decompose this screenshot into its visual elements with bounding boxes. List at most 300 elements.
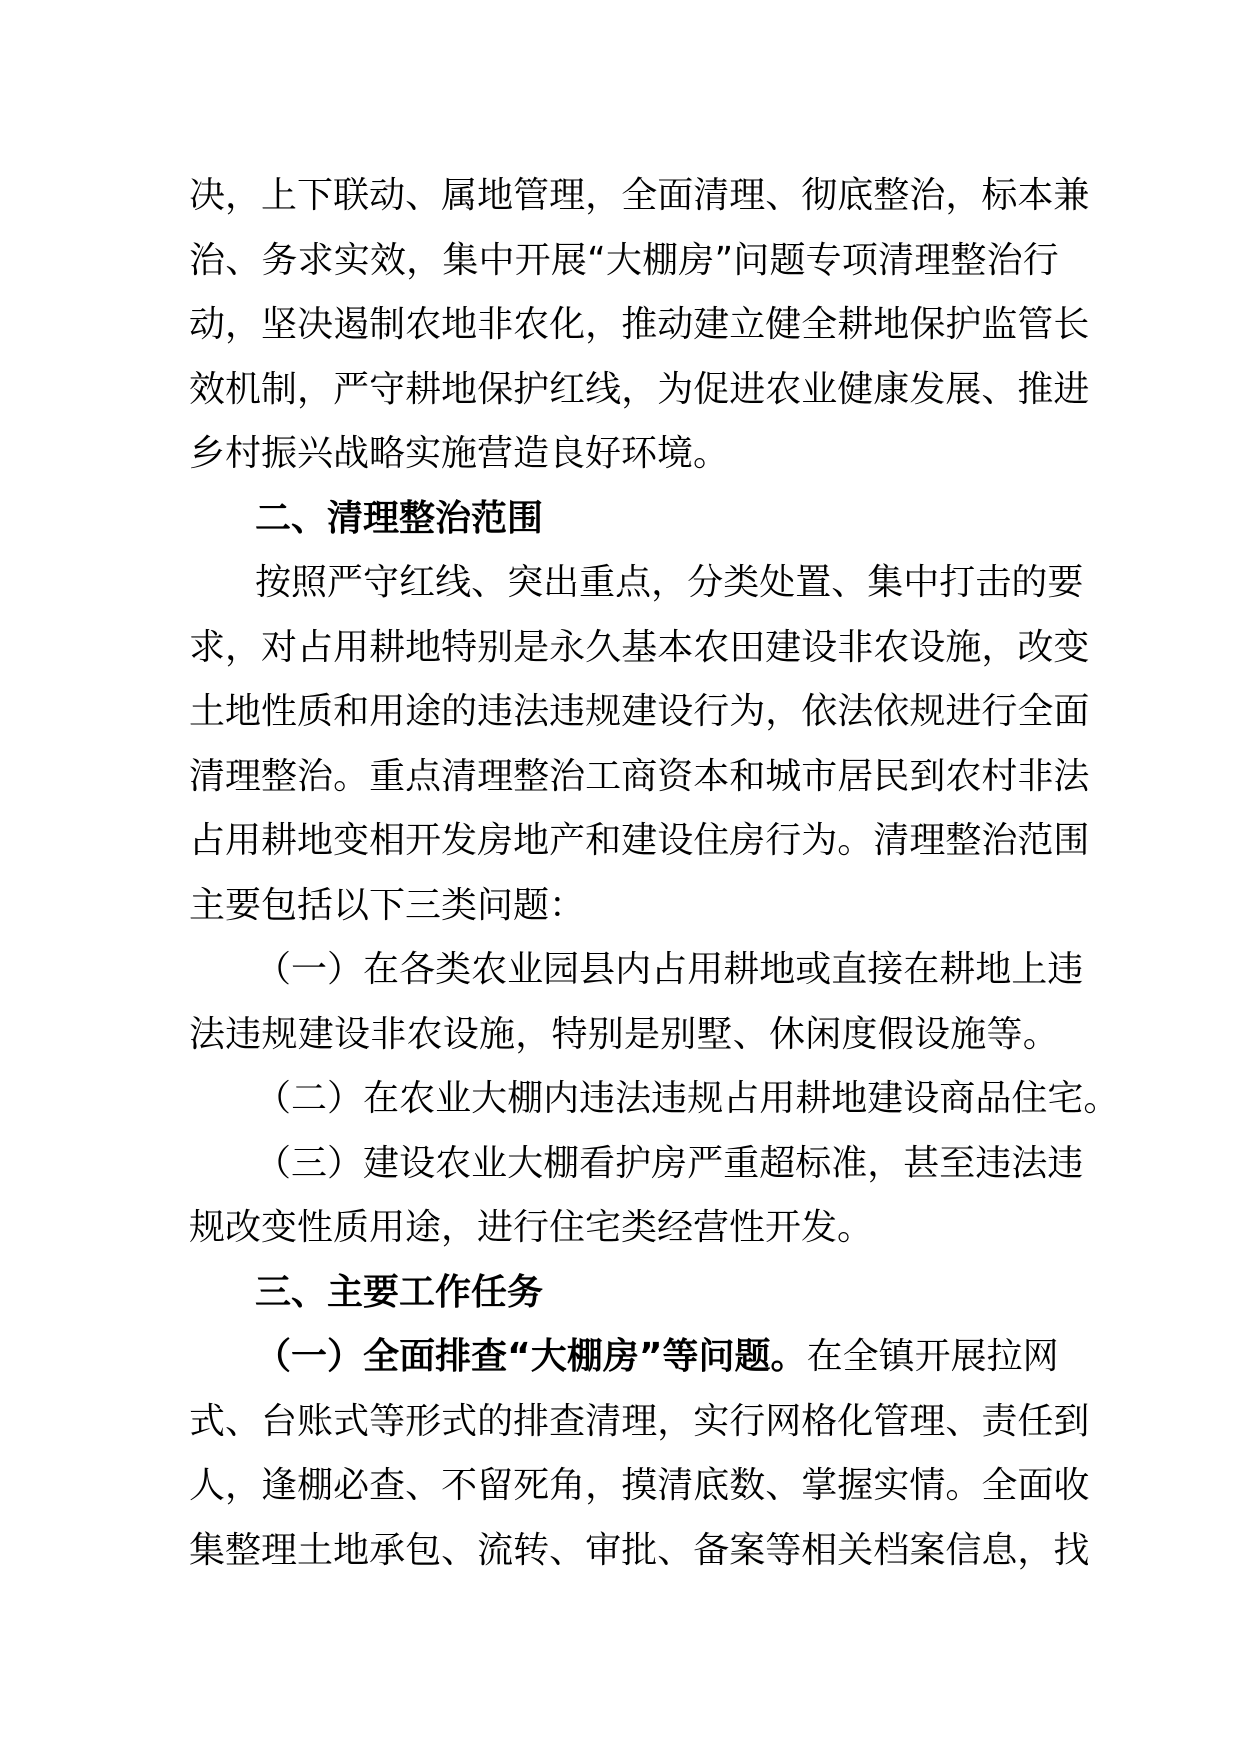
char: 式 <box>333 1400 370 1442</box>
char: 、 <box>549 1529 586 1571</box>
char: 耕 <box>261 820 298 861</box>
char: 、 <box>405 175 442 216</box>
char: 至 <box>939 1142 976 1184</box>
char: 接 <box>867 949 904 990</box>
char: 建 <box>765 626 802 668</box>
char: 住 <box>1011 1078 1048 1119</box>
char: 项 <box>841 239 878 281</box>
char: 农 <box>873 626 910 668</box>
char: 内 <box>615 949 652 990</box>
char: 休 <box>769 1013 806 1055</box>
char: 处 <box>759 562 796 603</box>
char: 用 <box>333 626 370 668</box>
char: 居 <box>837 755 874 797</box>
char: 击 <box>975 562 1012 603</box>
char: 耕 <box>795 1078 832 1119</box>
char: 设 <box>801 626 838 668</box>
char: 建 <box>621 691 658 732</box>
task-title-char: 房 <box>602 1336 639 1377</box>
char: （ <box>255 1078 292 1119</box>
char: 非 <box>477 304 514 345</box>
char: 房 <box>477 820 514 861</box>
char: 全 <box>1017 691 1054 732</box>
char: 进 <box>1053 368 1090 410</box>
char: 掌 <box>801 1465 838 1506</box>
char: 、 <box>225 239 262 281</box>
char: 建 <box>363 1142 400 1184</box>
char: 中 <box>903 562 940 603</box>
char: 健 <box>765 304 802 345</box>
char: 台 <box>261 1400 298 1442</box>
char: 基 <box>621 626 658 668</box>
char: 理 <box>909 820 946 861</box>
char: 角 <box>549 1465 586 1506</box>
char: 治 <box>549 755 586 797</box>
task-title-char: 题 <box>734 1336 771 1377</box>
char: 一 <box>291 949 328 990</box>
paragraph-line <box>189 616 1090 681</box>
char: 制 <box>369 304 406 345</box>
char: 是 <box>513 626 550 668</box>
char: 促 <box>693 368 730 410</box>
char: 式 <box>189 1400 226 1442</box>
section-heading: 三、主要工作任务 <box>255 1271 544 1313</box>
char: 类 <box>435 949 472 990</box>
char: 变 <box>333 820 370 861</box>
char: 设 <box>657 820 694 861</box>
char: 和 <box>333 691 370 732</box>
char: ， <box>585 175 622 216</box>
char: 用 <box>225 820 262 861</box>
char: 理 <box>729 175 766 216</box>
char: 中 <box>478 239 515 281</box>
paragraph-line <box>189 680 1090 745</box>
char: ， <box>406 239 443 281</box>
char: 设 <box>657 691 694 732</box>
char: 耕 <box>369 626 406 668</box>
char: 属 <box>441 175 478 216</box>
char: 护 <box>945 304 982 345</box>
char: 务 <box>261 239 298 281</box>
char: 点 <box>405 755 442 797</box>
char: 。 <box>333 755 370 797</box>
char: 立 <box>729 304 766 345</box>
char: ” <box>714 239 734 281</box>
char: 理 <box>914 239 951 281</box>
char: 民 <box>873 755 910 797</box>
char: 棚 <box>642 239 679 281</box>
char: 商 <box>939 1078 976 1119</box>
char: 为 <box>657 368 694 410</box>
char: ， <box>657 1400 694 1442</box>
char: 房 <box>729 820 766 861</box>
char: 非 <box>837 626 874 668</box>
char: 的 <box>1011 562 1048 603</box>
char: 地 <box>333 1529 370 1571</box>
char: 理 <box>477 755 514 797</box>
char: 设 <box>903 1078 940 1119</box>
char: 、 <box>831 562 868 603</box>
char: ， <box>1017 1529 1054 1571</box>
char: 别 <box>587 1013 624 1055</box>
char: 死 <box>513 1465 550 1506</box>
char: ， <box>981 626 1018 668</box>
char: 变 <box>1053 626 1090 668</box>
char: 田 <box>729 626 766 668</box>
char: 全 <box>801 304 838 345</box>
char: 耕 <box>723 949 760 990</box>
char: 重 <box>723 1142 760 1184</box>
char: 行 <box>1022 239 1059 281</box>
char: 用 <box>759 1078 796 1119</box>
char: 行 <box>765 820 802 861</box>
char: ， <box>225 626 262 668</box>
char: 整 <box>513 755 550 797</box>
task-title-char: （ <box>255 1336 292 1377</box>
char: 整 <box>950 239 987 281</box>
char: 点 <box>615 562 652 603</box>
char: 占 <box>723 1078 760 1119</box>
list-item-line <box>189 1003 1059 1068</box>
char: 规 <box>909 691 946 732</box>
paragraph-line <box>189 1390 1090 1455</box>
task-text-char: 全 <box>842 1336 879 1377</box>
char: 开 <box>514 239 551 281</box>
char: 假 <box>877 1013 914 1055</box>
char: 或 <box>795 949 832 990</box>
paragraph-line <box>189 1454 1090 1519</box>
char: 理 <box>909 1400 946 1442</box>
char: 到 <box>1053 1400 1090 1442</box>
char: 大 <box>605 239 642 281</box>
char: 整 <box>261 755 298 797</box>
char: 各 <box>399 949 436 990</box>
char: 监 <box>981 304 1018 345</box>
char: 施 <box>479 1013 516 1055</box>
char: 信 <box>945 1529 982 1571</box>
char: 的 <box>477 1400 514 1442</box>
char: 建 <box>867 1078 904 1119</box>
char: 健 <box>837 368 874 410</box>
char: 联 <box>333 175 370 216</box>
char: 重 <box>369 755 406 797</box>
char: “ <box>587 239 606 281</box>
char: 情 <box>909 1465 946 1506</box>
char: 规 <box>585 691 622 732</box>
char: 打 <box>939 562 976 603</box>
char: 求 <box>297 239 334 281</box>
char: 实 <box>333 239 370 281</box>
char: 农 <box>945 755 982 797</box>
char: 收 <box>1053 1465 1090 1506</box>
paragraph-line <box>189 551 1084 616</box>
char: 重 <box>579 562 616 603</box>
char: 违 <box>1047 1142 1084 1184</box>
char: 相 <box>801 1529 838 1571</box>
char: ， <box>765 691 802 732</box>
char: 、 <box>732 1013 769 1055</box>
char: ， <box>621 368 658 410</box>
char: 建 <box>297 1013 334 1055</box>
char: 内 <box>543 1078 580 1119</box>
char: ， <box>867 1142 904 1184</box>
char: 理 <box>549 175 586 216</box>
char: 墅 <box>696 1013 733 1055</box>
char: 关 <box>837 1529 874 1571</box>
char: 耕 <box>837 304 874 345</box>
char: 治 <box>986 239 1023 281</box>
char: 管 <box>1017 304 1054 345</box>
char: 对 <box>261 626 298 668</box>
char: 地 <box>405 626 442 668</box>
task-title-char: 查 <box>471 1336 508 1377</box>
char: （ <box>255 949 292 990</box>
char: 三 <box>291 1142 328 1184</box>
char: 设 <box>909 626 946 668</box>
document-body <box>189 164 1120 1583</box>
char: 土 <box>297 1529 334 1571</box>
char: 。 <box>837 820 874 861</box>
task-title-char: 棚 <box>566 1336 603 1377</box>
char: 理 <box>621 1400 658 1442</box>
char: 特 <box>551 1013 588 1055</box>
char: （ <box>255 1142 292 1184</box>
char: 农 <box>513 304 550 345</box>
char: 在 <box>903 949 940 990</box>
char: 长 <box>1053 304 1090 345</box>
char: 息 <box>981 1529 1018 1571</box>
char: 法 <box>189 1013 226 1055</box>
char: 集 <box>189 1529 226 1571</box>
char: 和 <box>729 755 766 797</box>
char: 包 <box>405 1529 442 1571</box>
char: 农 <box>471 949 508 990</box>
char: 决 <box>297 304 334 345</box>
char: 本 <box>693 755 730 797</box>
char: 质 <box>297 691 334 732</box>
paragraph-line <box>189 229 1059 294</box>
char: 保 <box>477 368 514 410</box>
char: 治 <box>909 175 946 216</box>
char: 久 <box>585 626 622 668</box>
char: 整 <box>945 820 982 861</box>
char: 大 <box>471 1078 508 1119</box>
char: 甚 <box>903 1142 940 1184</box>
char: 准 <box>831 1142 868 1184</box>
char: 园 <box>543 949 580 990</box>
paragraph-line <box>189 809 1090 874</box>
char: 违 <box>225 1013 262 1055</box>
char: 清 <box>657 1465 694 1506</box>
char: 动 <box>657 304 694 345</box>
char: 、 <box>405 1465 442 1506</box>
char: ， <box>945 175 982 216</box>
char: 严 <box>327 562 364 603</box>
char: 护 <box>615 1142 652 1184</box>
char: 。 <box>945 1465 982 1506</box>
char: 集 <box>867 562 904 603</box>
char: 式 <box>441 1400 478 1442</box>
char: 为 <box>729 691 766 732</box>
char: 地 <box>831 1078 868 1119</box>
paragraph-line <box>189 293 1090 358</box>
char: 性 <box>261 691 298 732</box>
char: 批 <box>621 1529 658 1571</box>
char: 别 <box>660 1013 697 1055</box>
char: 按 <box>255 562 292 603</box>
task-title-line <box>189 1325 1059 1390</box>
char: 房 <box>678 239 715 281</box>
char: 闲 <box>805 1013 842 1055</box>
char: 等 <box>986 1013 1023 1055</box>
char: 违 <box>1047 949 1084 990</box>
char: 地 <box>975 949 1012 990</box>
char: 动 <box>189 304 226 345</box>
char: 治 <box>297 755 334 797</box>
char: 下 <box>297 175 334 216</box>
char: 要 <box>1047 562 1084 603</box>
char: 制 <box>261 368 298 410</box>
char: 档 <box>873 1529 910 1571</box>
char: 农 <box>405 304 442 345</box>
char: 兼 <box>1053 175 1090 216</box>
task-title-char: ） <box>327 1336 364 1377</box>
char: 违 <box>975 1142 1012 1184</box>
char: 县 <box>579 949 616 990</box>
char: 在 <box>363 1078 400 1119</box>
char: 治 <box>189 239 226 281</box>
char: 形 <box>405 1400 442 1442</box>
char: 效 <box>369 239 406 281</box>
char: 发 <box>441 820 478 861</box>
char: 线 <box>585 368 622 410</box>
char: 业 <box>435 1078 472 1119</box>
char: 耕 <box>405 368 442 410</box>
char: 行 <box>729 1400 766 1442</box>
char: 业 <box>471 1142 508 1184</box>
char: 守 <box>369 368 406 410</box>
task-title-char: 。 <box>770 1336 807 1377</box>
char: 非 <box>370 1013 407 1055</box>
char: 案 <box>909 1529 946 1571</box>
char: 违 <box>477 691 514 732</box>
char: 住 <box>693 820 730 861</box>
char: 违 <box>651 1078 688 1119</box>
char: 规 <box>261 1013 298 1055</box>
char: 围 <box>1053 820 1090 861</box>
char: 任 <box>1017 1400 1054 1442</box>
task-title-char: 面 <box>399 1336 436 1377</box>
char: 网 <box>765 1400 802 1442</box>
char: 地 <box>225 691 262 732</box>
char: ， <box>651 562 688 603</box>
char: 流 <box>477 1529 514 1571</box>
char: 特 <box>441 626 478 668</box>
char: 开 <box>405 820 442 861</box>
char: 实 <box>693 1400 730 1442</box>
char: 面 <box>1017 1465 1054 1506</box>
char: 推 <box>1017 368 1054 410</box>
char: 地 <box>477 175 514 216</box>
char: 红 <box>549 368 586 410</box>
char: 本 <box>657 626 694 668</box>
char: 业 <box>507 949 544 990</box>
char: 用 <box>687 949 724 990</box>
char: 、 <box>765 1465 802 1506</box>
paragraph-line <box>189 164 1090 229</box>
paragraph-line <box>189 1519 1090 1584</box>
char: 规 <box>687 1078 724 1119</box>
char: 面 <box>1053 691 1090 732</box>
section-heading: 二、清理整治范围 <box>255 497 544 539</box>
char: ， <box>225 1465 262 1506</box>
char: 看 <box>579 1142 616 1184</box>
char: 依 <box>801 691 838 732</box>
char: 找 <box>1053 1529 1090 1571</box>
char: 设 <box>914 1013 951 1055</box>
char: 房 <box>651 1142 688 1184</box>
char: 格 <box>801 1400 838 1442</box>
char: 为 <box>801 820 838 861</box>
char: 彻 <box>801 175 838 216</box>
char: ， <box>585 304 622 345</box>
char: 设 <box>334 1013 371 1055</box>
char: 守 <box>363 562 400 603</box>
char: 清 <box>585 1400 622 1442</box>
paragraph-line: 主要包括以下三类问题： <box>189 884 586 926</box>
char: 化 <box>549 304 586 345</box>
char: 整 <box>873 175 910 216</box>
list-item-line: 规改变性质用途，进行住宅类经营性开发。 <box>189 1207 874 1248</box>
char: 土 <box>189 691 226 732</box>
char: 改 <box>1017 626 1054 668</box>
char: 标 <box>981 175 1018 216</box>
char: 建 <box>693 304 730 345</box>
char: 和 <box>585 820 622 861</box>
char: 求 <box>189 626 226 668</box>
task-title-char: 等 <box>662 1336 699 1377</box>
task-text-char: 镇 <box>878 1336 915 1377</box>
char: 清 <box>189 755 226 797</box>
char: 法 <box>1053 755 1090 797</box>
char: 进 <box>729 368 766 410</box>
char: 清 <box>441 755 478 797</box>
list-item-line <box>189 1067 1120 1132</box>
char: 转 <box>513 1529 550 1571</box>
char: 永 <box>549 626 586 668</box>
char: 本 <box>1017 175 1054 216</box>
char: 底 <box>837 175 874 216</box>
char: 清 <box>693 175 730 216</box>
char: ） <box>327 949 364 990</box>
char: 账 <box>297 1400 334 1442</box>
char: 市 <box>801 755 838 797</box>
char: 违 <box>579 1078 616 1119</box>
char: 坚 <box>261 304 298 345</box>
char: 法 <box>837 691 874 732</box>
char: 动 <box>369 175 406 216</box>
char: 上 <box>1011 949 1048 990</box>
char: 、 <box>657 1529 694 1571</box>
char: 地 <box>441 368 478 410</box>
task-text-char: 开 <box>914 1336 951 1377</box>
char: 类 <box>723 562 760 603</box>
char: 题 <box>769 239 806 281</box>
char: ， <box>225 304 262 345</box>
char: 是 <box>624 1013 661 1055</box>
char: 管 <box>513 175 550 216</box>
char: 别 <box>477 626 514 668</box>
